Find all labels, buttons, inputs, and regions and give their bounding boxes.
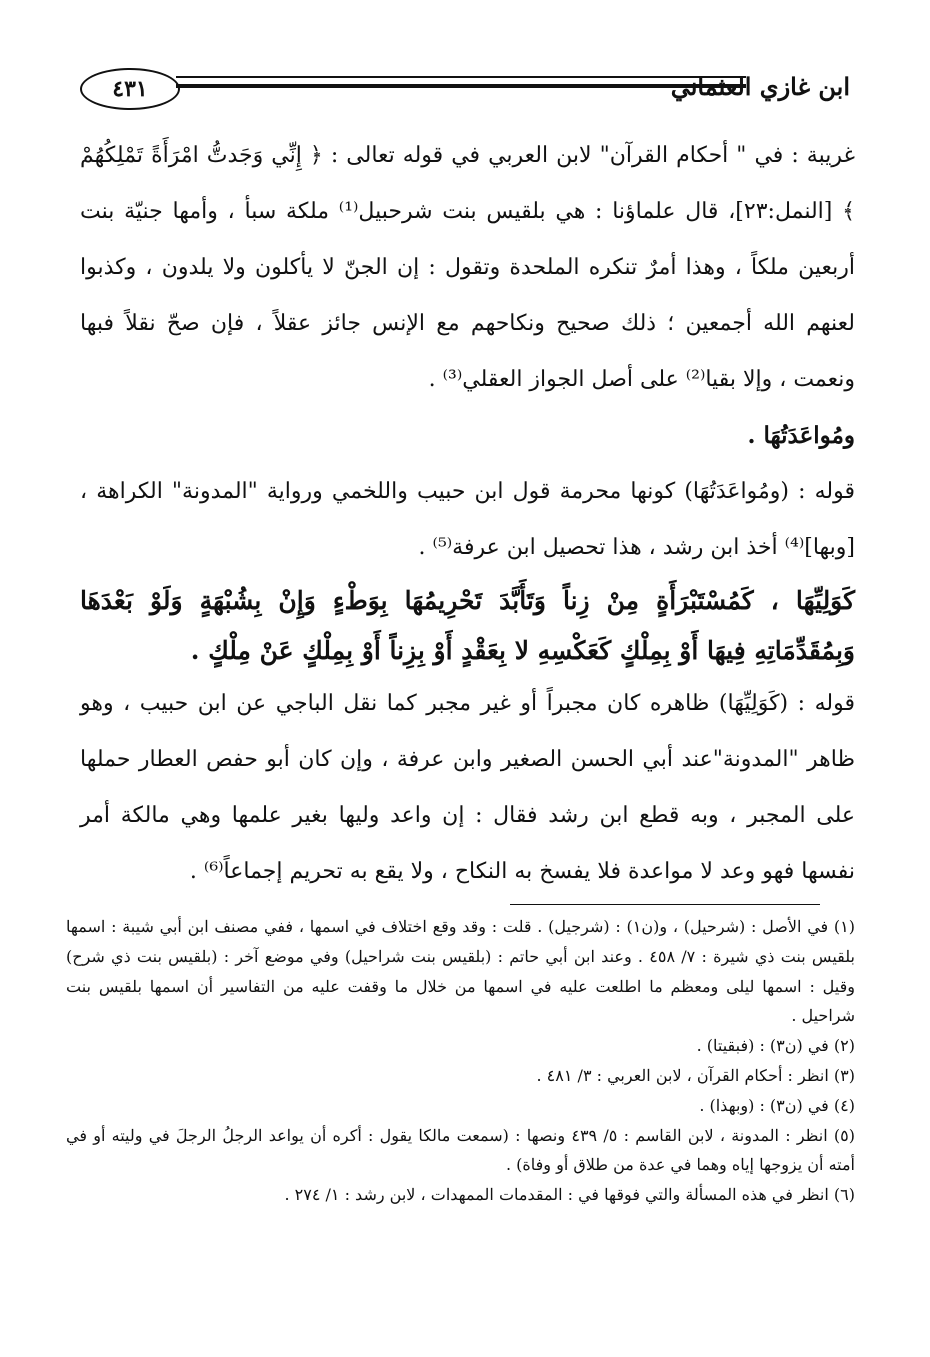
matn-heading-muwaadatuha: ومُواعَدَتُهَا .: [747, 422, 855, 449]
matn-heading-kawaliyyiha: كَوَلِيِّهَا ، كَمُسْتَبْرَأَةٍ مِنْ زِناً وَتَأَبَّدَ تَحْرِيمُهَا بِوَطْءٍ وَإِنْ بِشُبْهَةٍ وَلَوْ بَعْدَهَا وَبِمُقَدِّمَاتِهِ فِيهَا أَوْ بِمِلْكٍ كَعَكْسِهِ لا بِعَقْدٍ أَوْ بِزِناً أَوْ بِمِلْكٍ عَنْ مِلْكٍ .: [80, 586, 855, 665]
paragraph-commentary-2: قوله : (كَوَلِيِّهَا) ظاهره كان مجبراً أو غير مجبر كما نقل الباجي عن ابن حبيب ، وهو ظاهر "المدونة"عند أبي الحسن الصغير وابن عرفة ، وإن كان أبو حفص العطار حملها على المجبر ، وبه قطع ابن رشد فقال : إن واعد وليها بغير علمها وهي مالكة أمر نفسها فهو وعد لا مواعدة فلا يفسخ به النكاح ، ولا يقع به تحريم إجماعاً⁽⁶⁾ .: [80, 691, 855, 884]
footnote-6: (٦) انظر في هذه المسألة والتي فوقها في : المقدمات الممهدات ، لابن رشد : ١/ ٢٧٤ .: [284, 1185, 855, 1205]
footnote-1: (١) في الأصل : (شرحيل) ، و(ن١) : (شرجيل) . قلت : وقد وقع اختلاف في اسمها ، ففي مصنف ابن أبي شيبة : اسمها بلقيس بنت ذي شيرة : ٧/ ٤٥٨ . وعند ابن أبي حاتم : (بلقيس بنت شراحيل) وفي موضع آخر : (بلقيس بنت ذي شرح) وقيل : اسمها ليلى ومعظم ما اطلعت عليه في اسمها من خلال ما وقفت عليه من التفاسير أن اسمها بلقيس بنت شراحيل .: [66, 917, 856, 1026]
footnote-4: (٤) في (ن٣) : (وبهذا) .: [699, 1095, 855, 1115]
paragraph-gharibah: غريبة : في " أحكام القرآن" لابن العربي في قوله تعالى : ﴿ إِنِّي وَجَدتُّ امْرَأَةً تَمْلِكُهُمْ ﴾ [النمل:٢٣]، قال علماؤنا : هي بلقيس بنت شرحبيل⁽¹⁾ ملكة سبأ ، وأمها جنيّة بنت أربعين ملكاً ، وهذا أمرٌ تنكره الملحدة وتقول : إن الجنّ لا يأكلون ولا يلدون ، وكذبوا لعنهم الله أجمعين ؛ ذلك صحيح ونكاحهم مع الإنس جائز عقلاً ، فإن صحّ نقلاً فبها ونعمت ، وإلا بقيا⁽²⁾ على أصل الجواز العقلي⁽³⁾ .: [80, 143, 855, 392]
paragraph-commentary-1: قوله : (ومُواعَدَتُهَا) كونها محرمة قول ابن حبيب واللخمي ورواية "المدونة" الكراهة ، [وبها]⁽⁴⁾ أخذ ابن رشد ، هذا تحصيل ابن عرفة⁽⁵⁾ .: [80, 479, 855, 560]
footnotes: [66, 912, 855, 1210]
header-rule: [176, 76, 746, 78]
footnote-separator: [510, 904, 820, 905]
running-title: ابن غازي العثماني: [670, 72, 850, 101]
footnote-2: (٢) في (ن٣) : (فبقيتا) .: [696, 1036, 855, 1056]
footnote-5: (٥) انظر : المدونة ، لابن القاسم : ٥/ ٤٣٩ ونصها : (سمعت مالكا يقول : أكره أن يواعد الرجلُ الرجلَ في وليته أو في أمته أن يزوجها إياه وهما في عدة من طلاق أو وفاة) .: [66, 1125, 856, 1175]
page-number: ٤٣١: [80, 68, 180, 110]
main-text: [80, 128, 855, 900]
footnote-3: (٣) انظر : أحكام القرآن ، لابن العربي : ٣/ ٤٨١ .: [536, 1065, 855, 1085]
page-header: [80, 60, 850, 120]
header-rule-thick: [176, 84, 746, 88]
